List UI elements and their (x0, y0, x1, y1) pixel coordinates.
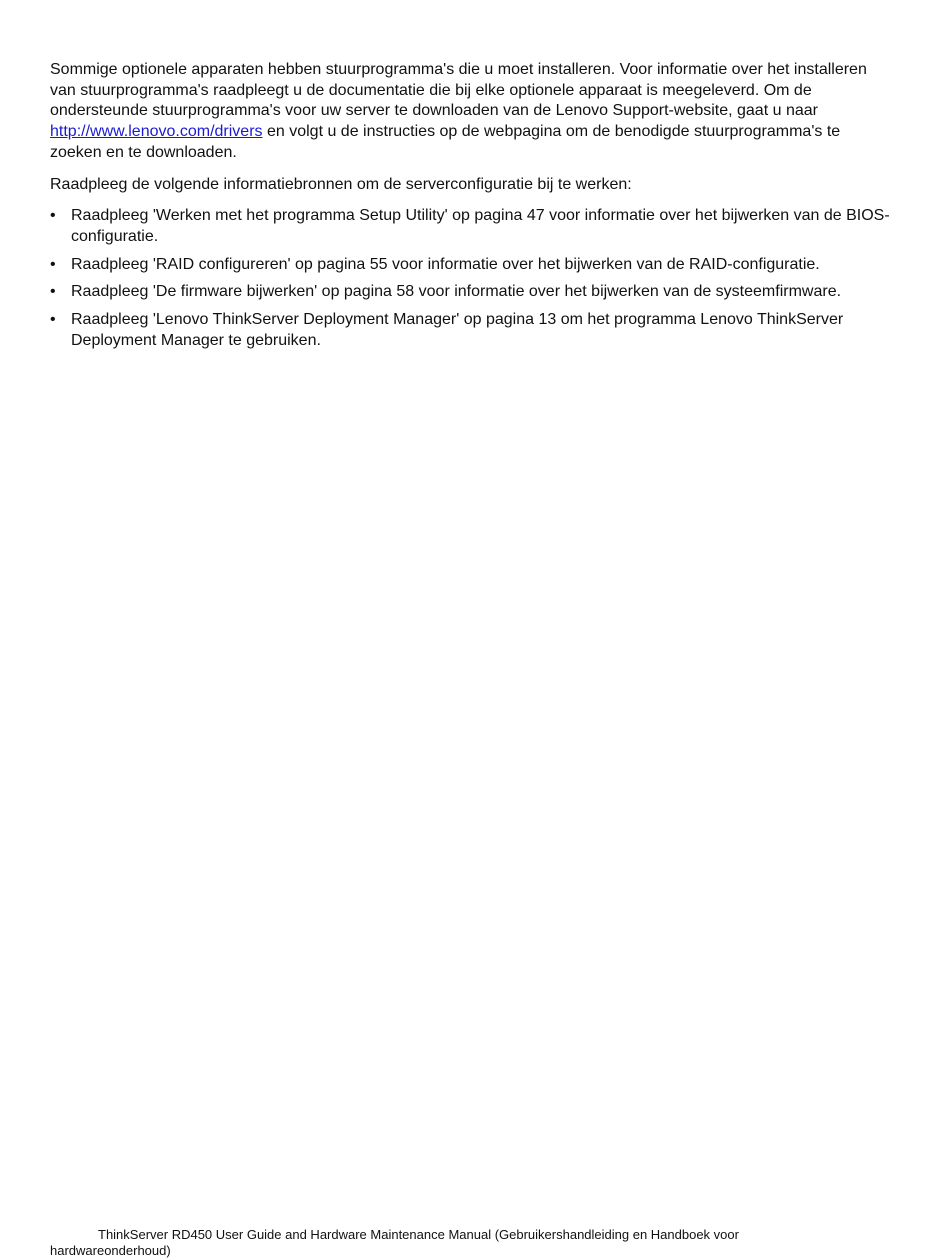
document-body (50, 60, 890, 358)
config-resources-list (50, 206, 890, 351)
list-item-bios (50, 206, 890, 247)
list-item-text: Raadpleeg 'RAID configureren' op pagina 55 voor informatie over het bijwerken van de RAID-configuratie. (71, 255, 820, 273)
drivers-paragraph (50, 60, 890, 164)
bullet-icon: • (50, 283, 56, 301)
bullet-icon: • (50, 255, 56, 273)
list-item-raid (50, 255, 890, 276)
bullet-icon: • (50, 311, 56, 329)
bullet-icon: • (50, 207, 56, 225)
list-item-text: Raadpleeg 'De firmware bijwerken' op pagina 58 voor informatie over het bijwerken van de systeemfirmware. (71, 283, 842, 301)
drivers-paragraph-text-end: en volgt u de instructies op de webpagina om de benodigde stuurprogramma's te zoeken en te downloaden. (50, 123, 841, 161)
list-item-text: Raadpleeg 'Werken met het programma Setup Utility' op pagina 47 voor informatie over het bijwerken van de BIOS-configuratie. (71, 207, 890, 245)
page-footer: ThinkServer RD450 User Guide and Hardware Maintenance Manual (Gebruikershandleiding en Handboek voor hardwareonderhoud) (50, 1227, 739, 1258)
drivers-paragraph-text-start: Sommige optionele apparaten hebben stuurprogramma's die u moet installeren. Voor informatie over het installeren van stuurprogramma's raadpleegt u de documentatie die bij elke optionele apparaat is meegeleverd. Om de ondersteunde stuurprogramma's voor uw server te downloaden van de Lenovo Support-website, gaat u naar (50, 61, 867, 120)
config-intro-paragraph: Raadpleeg de volgende informatiebronnen om de serverconfiguratie bij te werken: (50, 175, 632, 193)
list-item-text: Raadpleeg 'Lenovo ThinkServer Deployment Manager' op pagina 13 om het programma Lenovo ThinkServer Deployment Manager te gebruiken. (71, 311, 844, 349)
list-item-deployment-manager (50, 310, 890, 351)
list-item-firmware (50, 282, 890, 303)
lenovo-drivers-link[interactable]: http://www.lenovo.com/drivers (50, 123, 263, 141)
